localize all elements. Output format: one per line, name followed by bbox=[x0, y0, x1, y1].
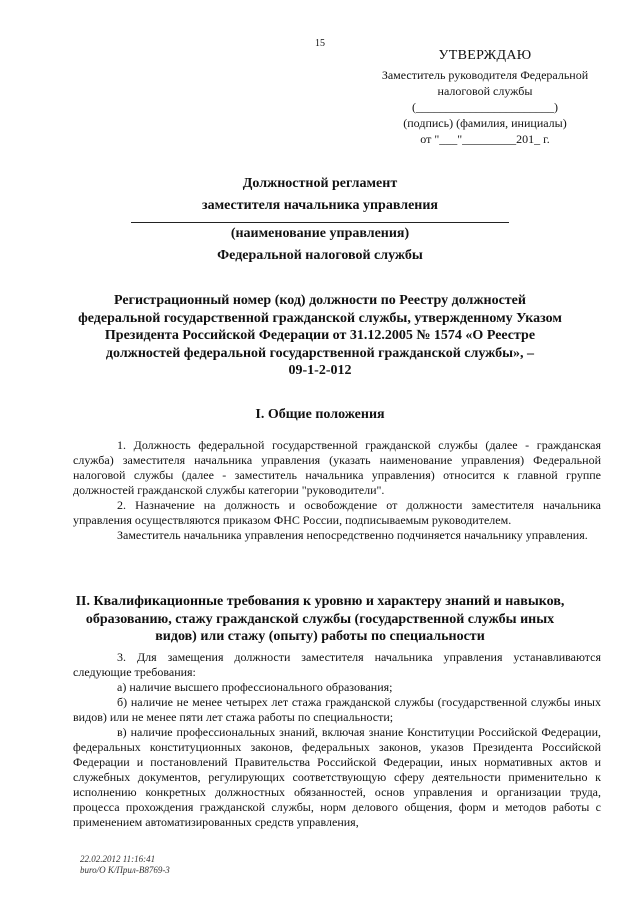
title-line: Должностной регламент bbox=[242, 176, 398, 191]
title-line: заместителя начальника управления bbox=[202, 198, 438, 213]
heading-line: видов) или стажу (опыту) работы по специальности bbox=[155, 629, 485, 644]
paragraph: а) наличие высшего профессионального образования; bbox=[117, 680, 393, 694]
paragraph: в) наличие профессиональных знаний, включая знание Конституции Российской Федерации, федеральных конституционных законов, федеральных законов, указов Президента Российской Федерации и постановлений Правительства Российской Федерации, иных нормативных актов и служебных документов, регулирующих соответствующую сферу деятельности применительно к исполнению конкретных должностных обязанностей, основ управления и организации труда, процесса прохождения гражданской службы, норм делового общения, форм и методов работы с применением автоматизированных средств управления, bbox=[73, 725, 601, 829]
section-heading: I. Общие положения bbox=[255, 407, 385, 422]
page-number: 15 bbox=[315, 38, 325, 49]
signature-blank: (_______________________) bbox=[412, 100, 558, 114]
approval-heading: УТВЕРЖДАЮ bbox=[438, 48, 532, 63]
heading-line: образованию, стажу гражданской службы (государственной службы иных bbox=[85, 611, 555, 627]
section2-body bbox=[73, 650, 601, 830]
document-title bbox=[40, 173, 600, 267]
title-line: (наименование управления) bbox=[230, 226, 410, 241]
registration-line: Президента Российской Федерации от 31.12.2005 № 1574 «О Реестре bbox=[104, 328, 536, 343]
approval-line: налоговой службы bbox=[437, 84, 533, 98]
paragraph: 2. Назначение на должность и освобождение от должности заместителя начальника управления осуществляются приказом ФНС России, подписываемым руководителем. bbox=[73, 498, 601, 527]
registration-line: должностей федеральной государственной гражданской службы», – bbox=[105, 345, 535, 361]
section-heading bbox=[40, 593, 600, 646]
registration-code: 09-1-2-012 bbox=[288, 363, 352, 378]
registration-line: федеральной государственной гражданской службы, утвержденному Указом bbox=[78, 310, 562, 326]
paragraph: 3. Для замещения должности заместителя начальника управления устанавливаются следующие требования: bbox=[73, 650, 601, 679]
registration-line: Регистрационный номер (код) должности по Реестру должностей bbox=[114, 293, 526, 308]
paragraph: б) наличие не менее четырех лет стажа гражданской службы (государственной службы иных видов) или не менее пяти лет стажа работы по специальности; bbox=[73, 695, 601, 724]
approval-date: от "___"_________201_ г. bbox=[420, 132, 550, 146]
approval-line: Заместитель руководителя Федеральной bbox=[381, 68, 589, 82]
signature-caption: (подпись) (фамилия, инициалы) bbox=[403, 116, 567, 130]
title-line: Федеральной налоговой службы bbox=[217, 248, 423, 263]
footer-timestamp: 22.02.2012 11:16:41 bbox=[80, 854, 156, 864]
approval-block bbox=[360, 48, 610, 147]
registration-number bbox=[48, 292, 592, 380]
footer-code: buro/О К/Прил-В8769-3 bbox=[80, 865, 170, 875]
document-footer bbox=[80, 854, 170, 876]
paragraph: 1. Должность федеральной государственной гражданской службы (далее - гражданская служба) заместителя начальника управления (указать наименование управления) Федеральной налоговой службы (далее - заместитель начальника управления) относится к главной группе должностей гражданской службы категории "руководители". bbox=[73, 438, 601, 497]
paragraph: Заместитель начальника управления непосредственно подчиняется начальнику управления. bbox=[117, 528, 588, 542]
heading-line: II. Квалификационные требования к уровню и характеру знаний и навыков, bbox=[75, 594, 565, 609]
section1-body bbox=[73, 438, 601, 543]
